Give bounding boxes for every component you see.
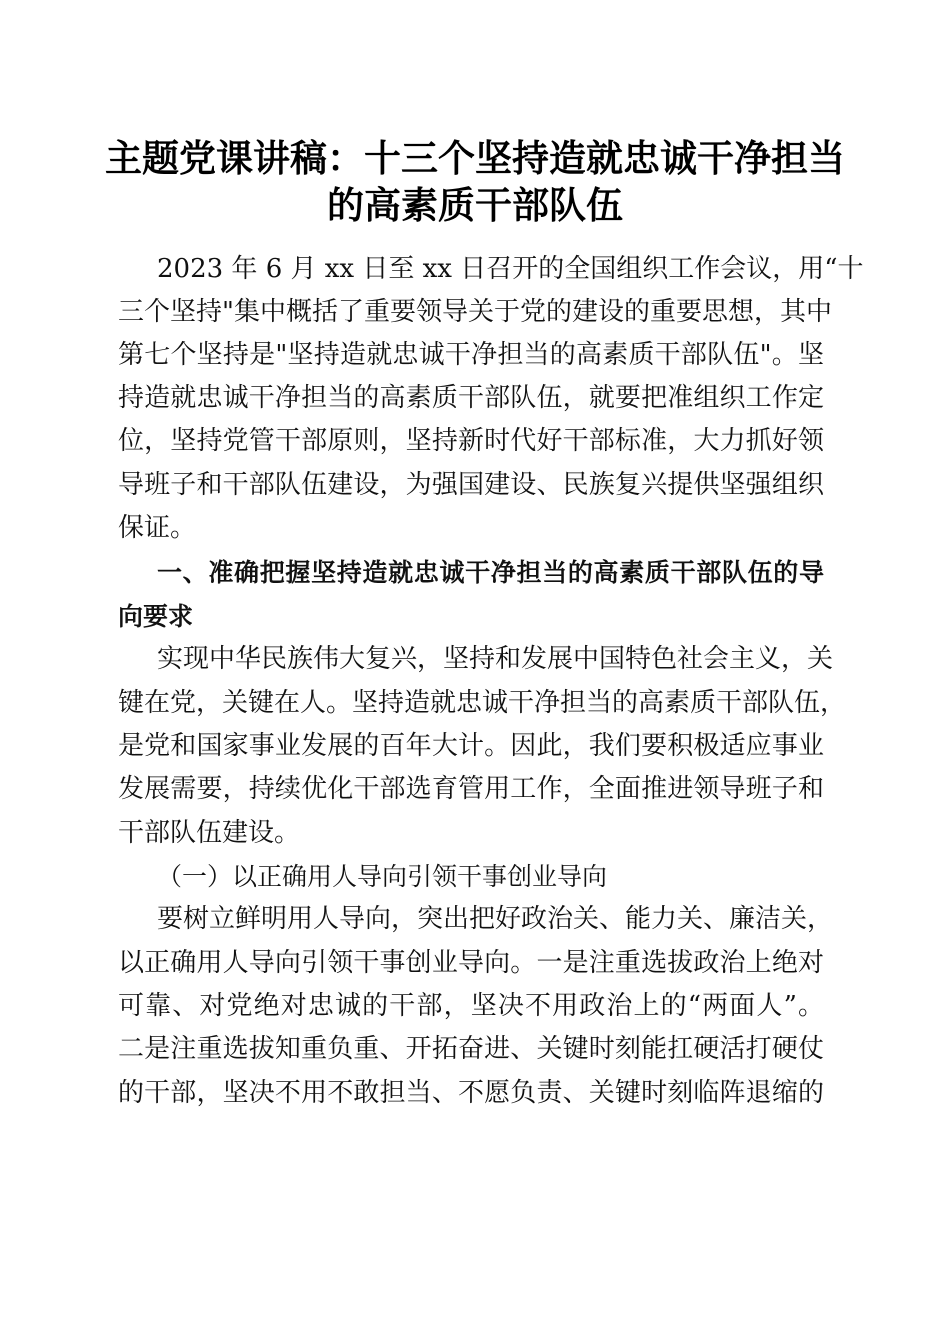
intro-line: 位，坚持党管干部原则，坚持新时代好干部标准，大力抓好领	[118, 426, 824, 456]
subsection-para-line: 以正确用人导向引领干事创业导向。一是注重选拔政治上绝对	[118, 948, 824, 978]
document-title-line-1: 主题党课讲稿：十三个坚持造就忠诚干净担当	[105, 136, 845, 180]
intro-line: 保证。	[118, 513, 197, 543]
section-para-line: 键在党，关键在人。坚持造就忠诚干净担当的高素质干部队伍，	[118, 688, 847, 718]
section-para-line: 是党和国家事业发展的百年大计。因此，我们要积极适应事业	[118, 731, 824, 761]
intro-line: 2023 年 6 月 xx 日至 xx 日召开的全国组织工作会议，用“十	[157, 254, 864, 284]
document-title-line-2: 的高素质干部队伍	[327, 183, 623, 227]
section-para-line: 发展需要，持续优化干部选育管用工作，全面推进领导班子和	[118, 774, 824, 804]
section-para-line: 干部队伍建设。	[118, 818, 301, 848]
subsection-para-line: 二是注重选拔知重负重、开拓奋进、关键时刻能扛硬活打硬仗	[118, 1034, 824, 1064]
section-heading-line: 一、准确把握坚持造就忠诚干净担当的高素质干部队伍的导	[157, 558, 824, 587]
section-para-line: 实现中华民族伟大复兴，坚持和发展中国特色社会主义，关	[157, 644, 834, 674]
subsection-para-line: 要树立鲜明用人导向，突出把好政治关、能力关、廉洁关，	[157, 904, 834, 934]
intro-line: 第七个坚持是"坚持造就忠诚干净担当的高素质干部队伍"。坚	[118, 340, 824, 370]
subsection-para-line: 可靠、对党绝对忠诚的干部，坚决不用政治上的“两面人”。	[118, 991, 824, 1021]
section-heading-line: 向要求	[118, 602, 194, 631]
subsection-para-line: 的干部，坚决不用不敢担当、不愿负责、关键时刻临阵退缩的	[118, 1078, 824, 1108]
intro-line: 持造就忠诚干净担当的高素质干部队伍，就要把准组织工作定	[118, 383, 824, 413]
intro-line: 三个坚持"集中概括了重要领导关于党的建设的重要思想，其中	[118, 297, 832, 327]
subsection-heading: （一）以正确用人导向引领干事创业导向	[157, 862, 608, 891]
intro-line: 导班子和干部队伍建设，为强国建设、民族复兴提供坚强组织	[118, 470, 824, 500]
